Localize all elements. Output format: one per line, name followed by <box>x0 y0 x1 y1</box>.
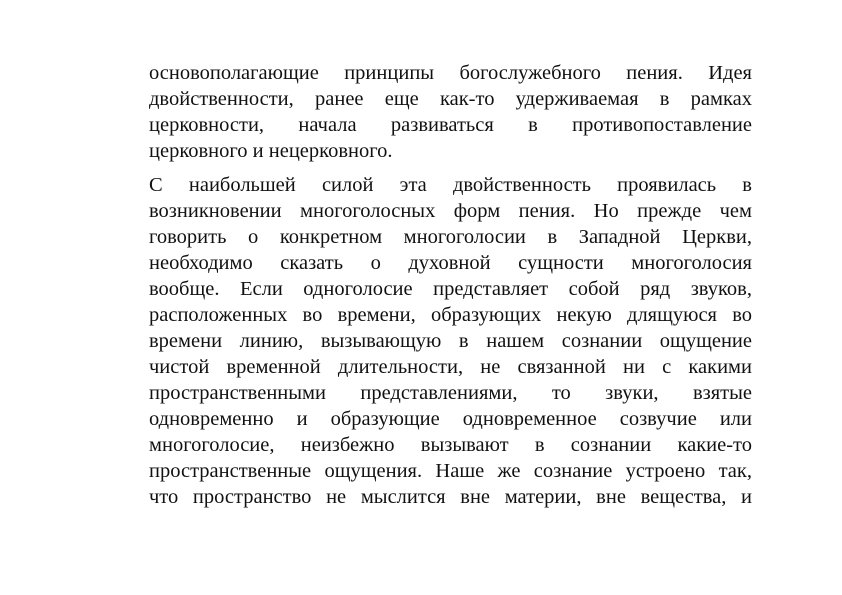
text-line: расположенных во времени, образующих некую длящуюся во <box>149 304 752 326</box>
text-line: основополагающие принципы богослужебного пения. Идея <box>149 62 752 84</box>
paragraph-2 <box>149 172 752 510</box>
text-line: что пространство не мыслится вне материи, вне вещества, и <box>149 486 752 508</box>
text-line: необходимо сказать о духовной сущности многоголосия <box>149 252 752 274</box>
text-line: многоголосие, неизбежно вызывают в сознании какие-то <box>149 434 752 456</box>
text-line: говорить о конкретном многоголосии в Западной Церкви, <box>149 226 752 248</box>
text-line: пространственные ощущения. Наше же сознание устроено так, <box>149 460 752 482</box>
text-line: двойственности, ранее еще как-то удерживаемая в рамках <box>149 88 752 110</box>
text-line: церковности, начала развиваться в противопоставление <box>149 114 752 136</box>
paragraph-1 <box>149 60 752 164</box>
text-line: возникновении многоголосных форм пения. Но прежде чем <box>149 200 752 222</box>
text-line: одновременно и образующие одновременное созвучие или <box>149 408 752 430</box>
text-line: пространственными представлениями, то звуки, взятые <box>149 382 752 404</box>
text-line: церковного и нецерковного. <box>149 140 393 162</box>
text-line: чистой временной длительности, не связанной ни с какими <box>149 356 752 378</box>
text-line: вообще. Если одноголосие представляет собой ряд звуков, <box>149 278 752 300</box>
text-body <box>149 60 752 510</box>
text-line: С наибольшей силой эта двойственность проявилась в <box>149 174 752 196</box>
text-line: времени линию, вызывающую в нашем сознании ощущение <box>149 330 752 352</box>
